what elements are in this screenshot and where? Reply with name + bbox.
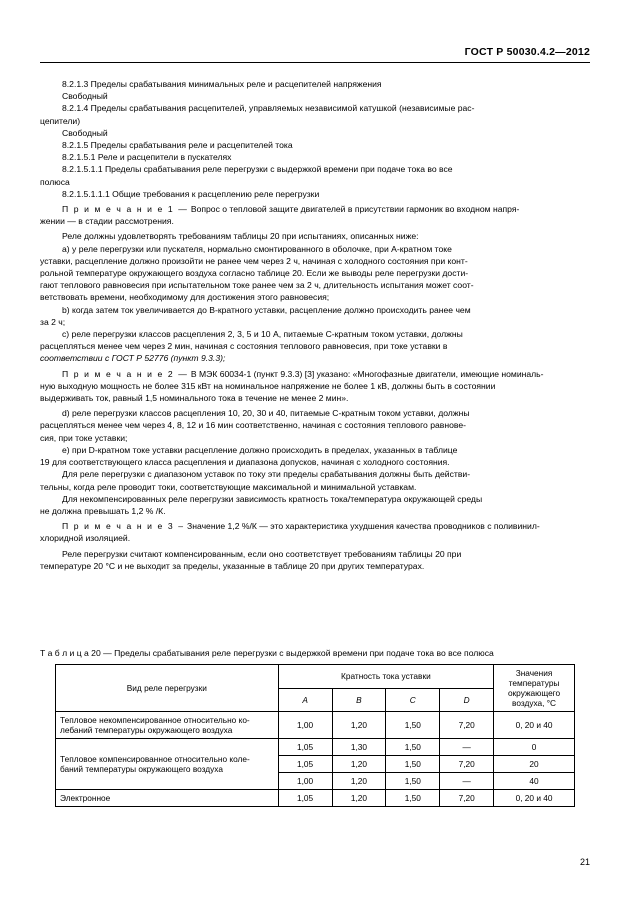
cell-b: 1,30 (332, 739, 386, 756)
note-2 (40, 368, 590, 380)
note-1-text: Вопрос о тепловой защите двигателей в присутствии гармоник во входном напря- (190, 204, 520, 215)
cell-relay-type: Электронное (56, 790, 279, 807)
paragraph: цепители) (40, 115, 81, 126)
note-3-label: П р и м е ч а н и е 3 – (62, 521, 185, 532)
cell-c: 1,50 (386, 712, 440, 739)
header-divider (40, 62, 590, 63)
header-col-d: D (440, 688, 494, 712)
paragraph: 8.2.1.5.1.1 Пределы срабатывания реле перегрузки с выдержкой времени при подаче тока во все (62, 164, 453, 175)
paragraph: 8.2.1.3 Пределы срабатывания минимальных реле и расцепителей напряжения (62, 79, 382, 89)
relay-type-line: Тепловое некомпенсированное относительно ко- (60, 715, 250, 725)
table-caption: Т а б л и ц а 20 — Пределы срабатывания реле перегрузки с выдержкой времени при подаче тока во все полюса (40, 648, 494, 658)
page-number: 21 (579, 857, 590, 867)
paragraph: расцепляться менее чем через 4, 8, 12 и 16 мин соответственно, начиная с состояния теплового равнове- (40, 420, 466, 431)
paragraph: 8.2.1.5.1 Реле и расцепители в пускателях (62, 152, 232, 163)
table-body (56, 712, 575, 807)
table-row (56, 739, 575, 756)
note-2-text: В МЭК 60034-1 (пункт 9.3.3) [3] указано: «Многофазные двигатели, имеющие номиналь- (190, 368, 544, 379)
cell-relay-type (56, 712, 279, 739)
document-body (40, 78, 590, 572)
cell-a: 1,00 (278, 773, 332, 790)
relay-type-line: баний температуры окружающего воздуха (60, 764, 223, 774)
cell-b: 1,20 (332, 773, 386, 790)
paragraph: Реле должны удовлетворять требованиям таблицы 20 при испытаниях, описанных ниже: (62, 231, 419, 242)
cell-temp: 40 (494, 773, 575, 790)
note-3-cont: хлоридной изоляцией. (40, 533, 131, 544)
cell-c: 1,50 (386, 790, 440, 807)
note-3 (40, 520, 590, 532)
table-header-row (56, 665, 575, 689)
page-header-standard: ГОСТ Р 50030.4.2—2012 (464, 46, 590, 58)
note-1-cont: жении — в стадии рассмотрения. (40, 216, 174, 227)
paragraph: а) у реле перегрузки или пускателя, нормально смонтированного в оболочке, при A-кратном токе (62, 243, 452, 254)
paragraph: уставки, расцепление должно произойти не ранее чем через 2 ч, начиная с холодного состояния при конт- (40, 255, 468, 266)
note-2-line: ную выходную мощность не более 315 кВт на номинальное напряжение не более 1 кВ, должны быть в состоянии (40, 380, 496, 391)
header-col-a: A (278, 688, 332, 712)
cell-temp: 0, 20 и 40 (494, 790, 575, 807)
paragraph: 19 для соответствующего класса расцепления и диапазона допусков, начиная с холодного состояния. (40, 457, 450, 468)
cell-a: 1,05 (278, 790, 332, 807)
cell-b: 1,20 (332, 712, 386, 739)
relay-type-line: Тепловое компенсированное относительно коле- (60, 754, 250, 764)
paragraph: b) когда затем ток увеличивается до B-кратного уставки, расцепление должно происходить ранее чем (62, 304, 471, 315)
cell-a: 1,05 (278, 756, 332, 773)
header-current-multiple: Кратность тока уставки (278, 665, 493, 689)
paragraph: не должна превышать 1,2 % /К. (40, 505, 166, 516)
table-row (56, 790, 575, 807)
note-2-label: П р и м е ч а н и е 2 — (62, 368, 189, 379)
paragraph: гают теплового равновесия при испытательном токе ранее чем за 2 ч, длительность испытания может соот- (40, 280, 474, 291)
cell-temp: 0, 20 и 40 (494, 712, 575, 739)
paragraph: сия, при токе уставки; (40, 432, 128, 443)
cell-temp: 20 (494, 756, 575, 773)
paragraph: рольной температуре окружающего воздуха согласно таблице 20. Если же выводы реле перегрузки дости- (40, 268, 469, 279)
paragraph: полюса (40, 176, 70, 187)
header-col-c: C (386, 688, 440, 712)
cell-relay-type (56, 739, 279, 790)
cell-b: 1,20 (332, 756, 386, 773)
paragraph: расцепляться менее чем через 2 мин, начиная с состояния теплового равновесия, при токе уставки в (40, 341, 448, 352)
header-ambient-temp: Значения температуры окружающего воздуха, °С (494, 665, 575, 712)
paragraph: d) реле перегрузки классов расцепления 10, 20, 30 и 40, питаемые C-кратным током уставки, должны (62, 408, 470, 419)
note-1-label: П р и м е ч а н и е 1 — (62, 204, 189, 215)
cell-b: 1,20 (332, 790, 386, 807)
cell-c: 1,50 (386, 756, 440, 773)
note-3-text: Значение 1,2 %/К — это характеристика ухудшения качества проводников с поливинил- (187, 521, 540, 532)
paragraph: е) при D-кратном токе уставки расцепление должно происходить в пределах, указанных в таблице (62, 444, 458, 455)
paragraph: 8.2.1.5 Пределы срабатывания реле и расцепителей тока (62, 140, 293, 151)
cell-d: — (440, 773, 494, 790)
paragraph: соответствии с ГОСТ Р 52776 (пункт 9.3.3); (40, 353, 226, 364)
table-header (56, 665, 575, 712)
paragraph: 8.2.1.4 Пределы срабатывания расцепителей, управляемых независимой катушкой (независимые рас- (62, 103, 475, 114)
cell-d: — (440, 739, 494, 756)
paragraph: 8.2.1.5.1.1.1 Общие требования к расцеплению реле перегрузки (62, 188, 320, 199)
relay-type-line: лебаний температуры окружающего воздуха (60, 725, 233, 735)
cell-c: 1,50 (386, 773, 440, 790)
paragraph: Для реле перегрузки с диапазоном уставок по току эти пределы срабатывания должны быть действи- (62, 469, 471, 480)
paragraph: с) реле перегрузки классов расцепления 2, 3, 5 и 10 А, питаемые C-кратным током уставки, должны (62, 329, 463, 340)
header-col-b: B (332, 688, 386, 712)
paragraph: тельны, когда реле проводит токи, соответствующие максимальной и минимальной уставкам. (40, 481, 417, 492)
note-2-line: выдерживать ток, равный 1,5 номинального тока в течение не менее 2 мин». (40, 393, 349, 404)
paragraph: ветствовать времени, необходимому для достижения этого равновесия; (40, 292, 330, 303)
cell-a: 1,00 (278, 712, 332, 739)
cell-temp: 0 (494, 739, 575, 756)
paragraph: Для некомпенсированных реле перегрузки зависимость кратность тока/температура окружающей среды (62, 493, 483, 504)
paragraph: Свободный (62, 91, 108, 102)
header-relay-type: Вид реле перегрузки (56, 665, 279, 712)
cell-d: 7,20 (440, 790, 494, 807)
paragraph: за 2 ч; (40, 316, 66, 327)
cell-c: 1,50 (386, 739, 440, 756)
cell-d: 7,20 (440, 712, 494, 739)
paragraph: Реле перегрузки считают компенсированным, если оно соответствует требованиям таблицы 20 при (62, 548, 462, 559)
overload-relay-table (55, 664, 575, 807)
paragraph: Свободный (62, 127, 108, 138)
paragraph: температуре 20 °С и не выходит за пределы, указанные в таблице 20 при других температурах. (40, 560, 425, 571)
cell-a: 1,05 (278, 739, 332, 756)
note-1 (40, 203, 590, 215)
table-row (56, 712, 575, 739)
cell-d: 7,20 (440, 756, 494, 773)
